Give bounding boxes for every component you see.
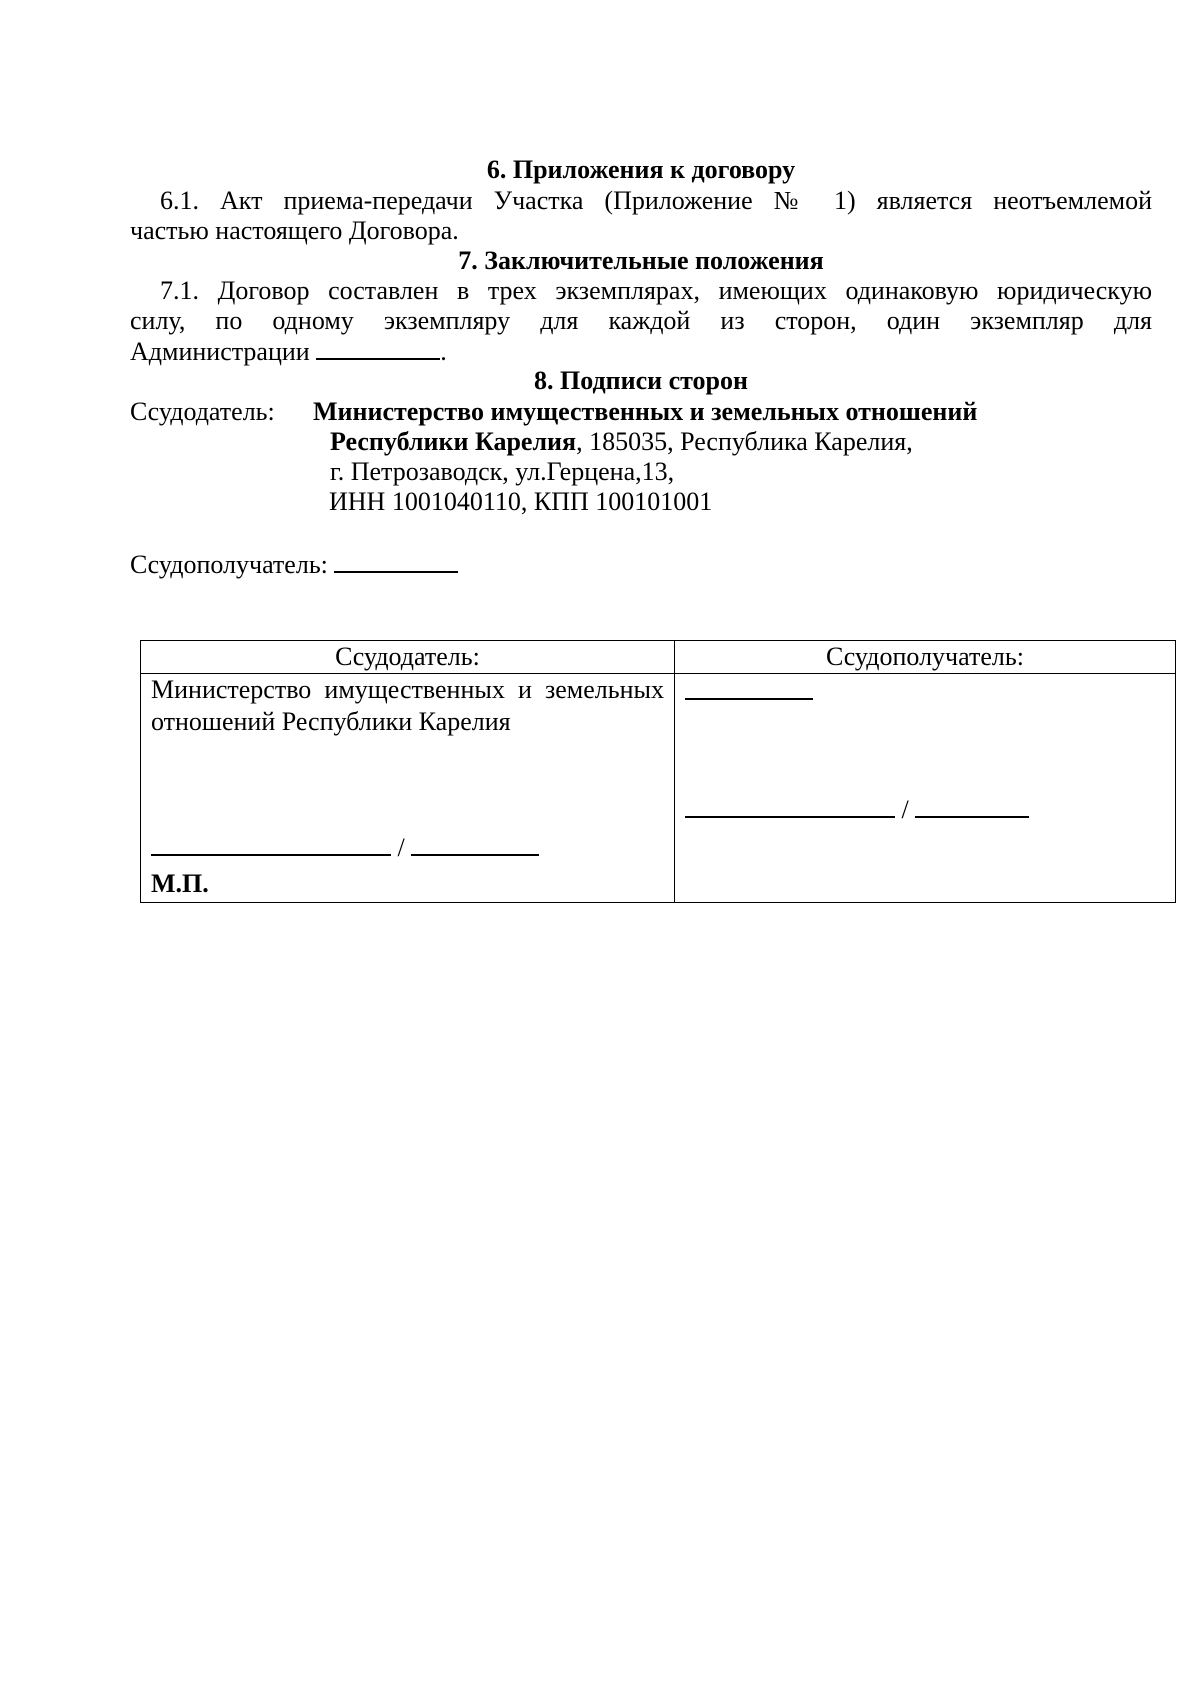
administration-label: Администрации bbox=[130, 337, 310, 366]
borrower-name-line bbox=[685, 676, 813, 708]
section-7-title: 7. Заключительные положения bbox=[458, 246, 824, 275]
section-6-paragraph-line2: частью настоящего Договора. bbox=[130, 216, 459, 245]
lender-signature-line bbox=[151, 832, 539, 864]
borrower-signature-slash: / bbox=[901, 795, 909, 824]
lender-name-line2 bbox=[330, 427, 913, 457]
paragraph-end: . bbox=[440, 337, 447, 366]
lender-address: г. Петрозаводск, ул.Герцена,13, bbox=[330, 457, 675, 486]
borrower-column-header: Ссудополучатель: bbox=[675, 641, 1176, 674]
lender-name-line1: Министерство имущественных и земельных отношений bbox=[313, 397, 978, 426]
lender-region-bold: Республики Карелия bbox=[330, 427, 577, 456]
lender-tax-ids: ИНН 1001040110, КПП 100101001 bbox=[329, 487, 713, 516]
section-6-title: 6. Приложения к договору bbox=[486, 155, 796, 184]
borrower-initials-blank bbox=[915, 794, 1029, 818]
lender-postal-address: , 185035, Республика Карелия, bbox=[576, 427, 913, 456]
borrower-blank-line bbox=[334, 549, 458, 573]
lender-column-header: Ссудодатель: bbox=[141, 641, 675, 674]
lender-signature-blank bbox=[151, 832, 391, 856]
borrower-signature-cell bbox=[675, 674, 1176, 903]
administration-blank-line bbox=[316, 336, 440, 360]
section-7-paragraph-line2: силу, по одному экземпляру для каждой из сторон, один экземпляр для bbox=[130, 306, 1152, 335]
lender-name-blank bbox=[411, 832, 539, 856]
ministry-name: Министерство имущественных и земельных отношений Республики Карелия bbox=[151, 675, 664, 736]
signature-table-body-row bbox=[141, 674, 1176, 903]
borrower-signature-line bbox=[685, 794, 1029, 826]
lender-signature-slash: / bbox=[397, 833, 405, 862]
section-7-paragraph-line1: 7.1. Договор составлен в трех экземплярах, имеющих одинаковую юридическую bbox=[160, 276, 1152, 305]
borrower-signature-blank bbox=[685, 794, 895, 818]
section-6-paragraph-line1: 6.1. Акт приема-передачи Участка (Приложение № 1) является неотъемлемой bbox=[160, 186, 1152, 215]
signature-table bbox=[140, 640, 1176, 903]
borrower-line bbox=[130, 549, 458, 580]
borrower-label: Ссудополучатель: bbox=[130, 550, 328, 579]
lender-label: Ссудодатель: bbox=[130, 397, 275, 426]
lender-signature-cell bbox=[141, 674, 675, 903]
signature-table-header-row bbox=[141, 641, 1176, 674]
section-7-paragraph-line3 bbox=[130, 336, 447, 367]
section-8-title: 8. Подписи сторон bbox=[533, 366, 749, 395]
stamp-label: М.П. bbox=[151, 869, 209, 898]
borrower-name-blank bbox=[685, 676, 813, 700]
